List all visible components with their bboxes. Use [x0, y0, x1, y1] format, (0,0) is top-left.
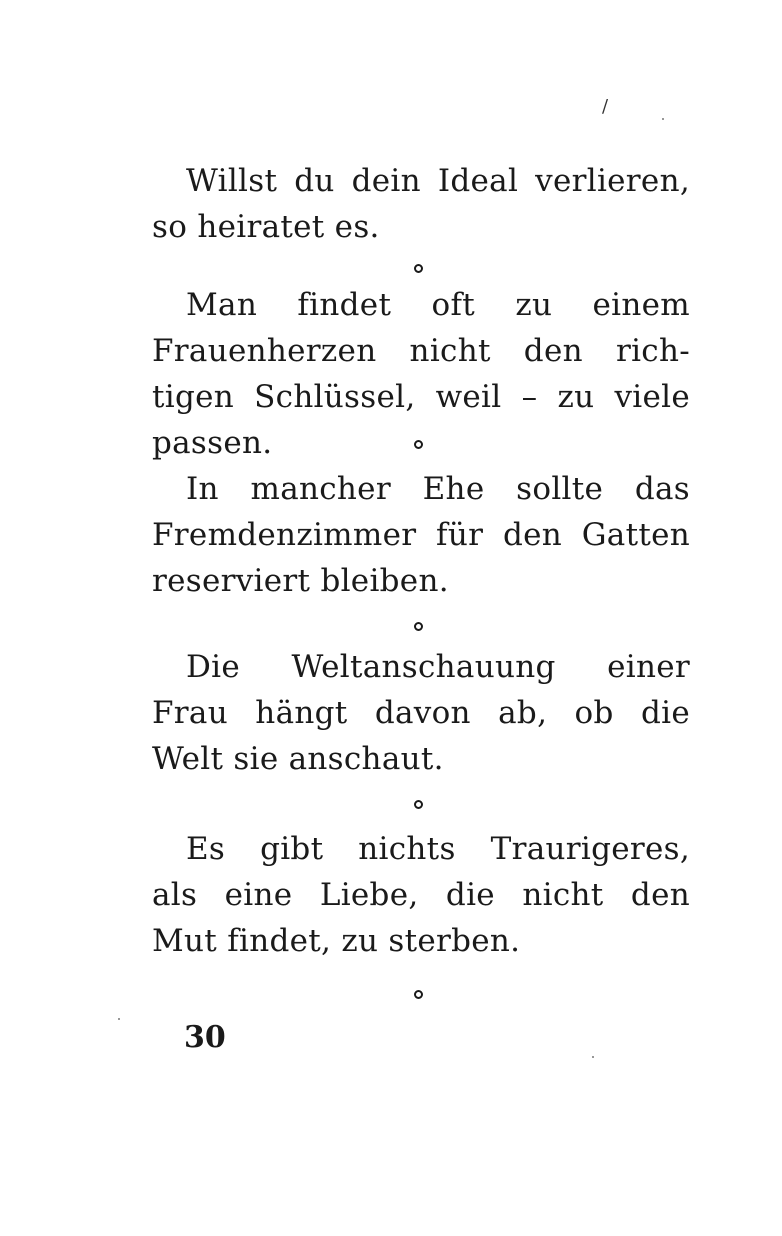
separator-circle — [414, 800, 423, 809]
aphorism-line: Mut findet, zu sterben. — [152, 923, 521, 959]
aphorism-4 — [152, 644, 690, 782]
aphorism-line: reserviert bleiben. — [152, 563, 449, 599]
aphorism-line: Willst du dein Ideal verlieren, — [186, 163, 690, 199]
speck — [592, 1056, 594, 1058]
aphorism-line: Welt sie anschaut. — [152, 741, 444, 777]
separator-circle — [414, 622, 423, 631]
aphorism-line: Fremdenzimmer für den Gatten — [152, 517, 690, 553]
aphorism-line: In mancher Ehe sollte das — [186, 471, 690, 507]
aphorism-5 — [152, 826, 690, 964]
separator-circle — [414, 990, 423, 999]
aphorism-1 — [152, 158, 690, 250]
separator-circle — [414, 264, 423, 273]
aphorism-line: Frau hängt davon ab, ob die — [152, 695, 690, 731]
page-number: 30 — [184, 1020, 226, 1055]
separator-circle — [414, 440, 423, 449]
speck — [662, 118, 664, 120]
speck — [118, 1018, 120, 1020]
aphorism-line: als eine Liebe, die nicht den — [152, 877, 690, 913]
aphorism-line: Frauenherzen nicht den rich- — [152, 333, 690, 369]
aphorism-line: Die Weltanschauung einer — [186, 649, 690, 685]
corner-mark: / — [602, 96, 609, 117]
aphorism-line: passen. — [152, 425, 273, 461]
aphorism-line: so heiratet es. — [152, 209, 380, 245]
aphorism-3 — [152, 466, 690, 604]
aphorism-2 — [152, 282, 690, 466]
aphorism-line: Man findet oft zu einem — [186, 287, 690, 323]
aphorism-line: tigen Schlüssel, weil – zu viele — [152, 379, 690, 415]
aphorism-line: Es gibt nichts Traurigeres, — [186, 831, 690, 867]
